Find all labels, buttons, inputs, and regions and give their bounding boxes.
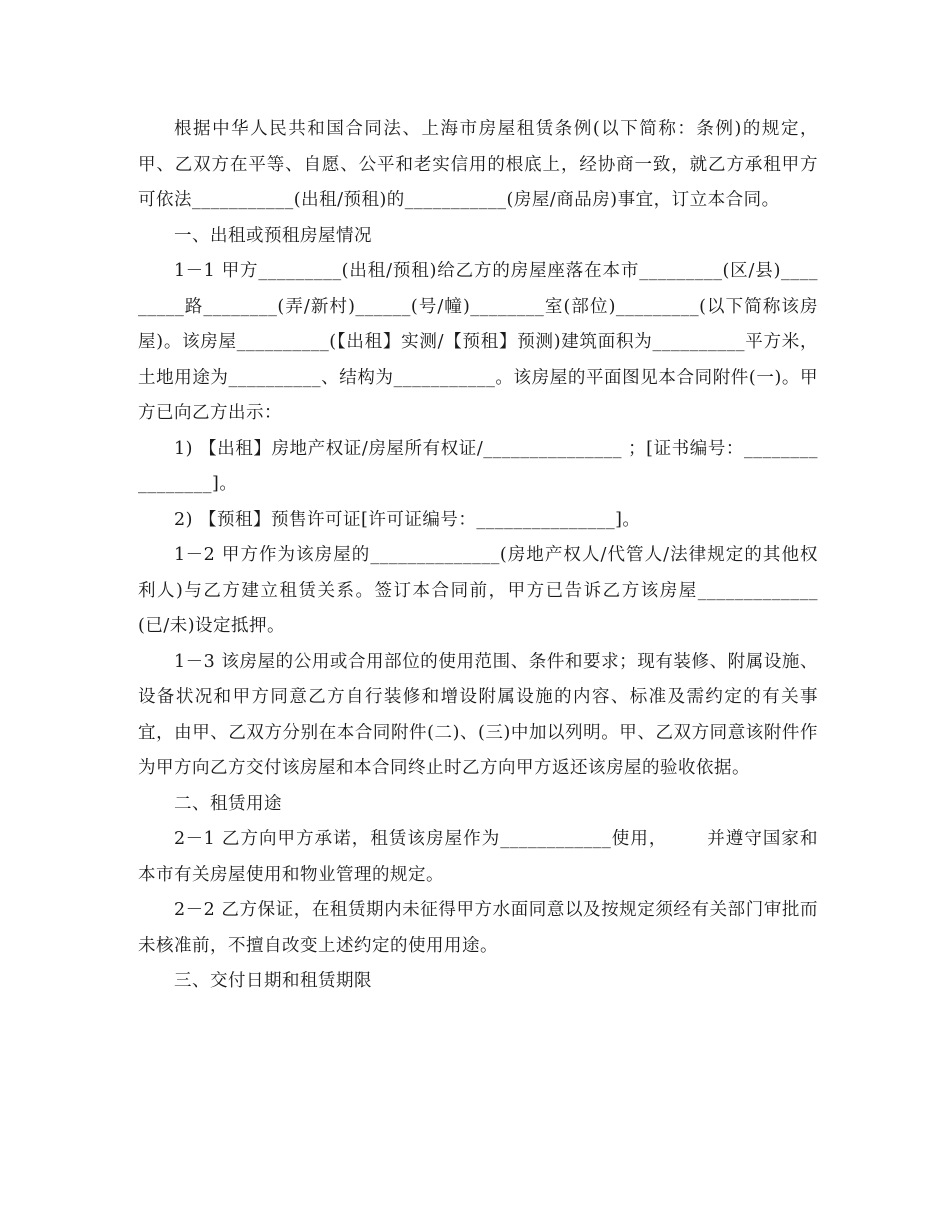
section-heading-1: 一、出租或预租房屋情况 (174, 225, 372, 246)
clause-1-1-item-2: 2) 【预租】预售许可证[许可证编号：_______________]。 (174, 509, 641, 530)
contract-body (138, 112, 818, 1000)
clause-2-2: 2－2 乙方保证，在租赁期内未征得甲方水面同意以及按规定须经有关部门审批而未核准前，不擅自改变上述约定的使用用途。 (138, 900, 818, 956)
section-heading-2: 二、租赁用途 (174, 793, 282, 814)
clause-1-2: 1－2 甲方作为该房屋的______________(房地产权人/代管人/法律规定的其他权利人)与乙方建立租赁关系。签订本合同前，甲方已告诉乙方该房屋_____________(已/未)设定抵押。 (138, 545, 818, 636)
preamble-paragraph: 根据中华人民共和国合同法、上海市房屋租赁条例(以下简称：条例)的规定，甲、乙双方在平等、自愿、公平和老实信用的根底上，经协商一致，就乙方承租甲方可依法___________(出租/预租)的___________(房屋/商品房)事宜，订立本合同。 (138, 119, 818, 210)
section-heading-3: 三、交付日期和租赁期限 (174, 971, 372, 991)
clause-1-1: 1－1 甲方_________(出租/预租)给乙方的房屋座落在本市_________(区/县)_________路________(弄/新村)______(号/幢)________室(部位)_________(以下简称该房屋)。该房屋__________(【出租】实测/【预租】预测)建筑面积为__________平方米，土地用途为__________、结构为___________。该房屋的平面图见本合同附件(一)。甲方已向乙方出示： (138, 261, 818, 423)
clause-2-1: 2－1 乙方向甲方承诺，租赁该房屋作为____________使用， 并遵守国家和本市有关房屋使用和物业管理的规定。 (138, 829, 818, 885)
clause-1-3: 1－3 该房屋的公用或合用部位的使用范围、条件和要求；现有装修、附属设施、设备状况和甲方同意乙方自行装修和增设附属设施的内容、标准及需约定的有关事宜，由甲、乙双方分别在本合同附件(二)、(三)中加以列明。甲、乙双方同意该附件作为甲方向乙方交付该房屋和本合同终止时乙方向甲方返还该房屋的验收依据。 (138, 651, 818, 778)
clause-1-1-item-1: 1) 【出租】房地产权证/房屋所有权证/_______________ ；[证书编号：________________]。 (138, 438, 818, 494)
